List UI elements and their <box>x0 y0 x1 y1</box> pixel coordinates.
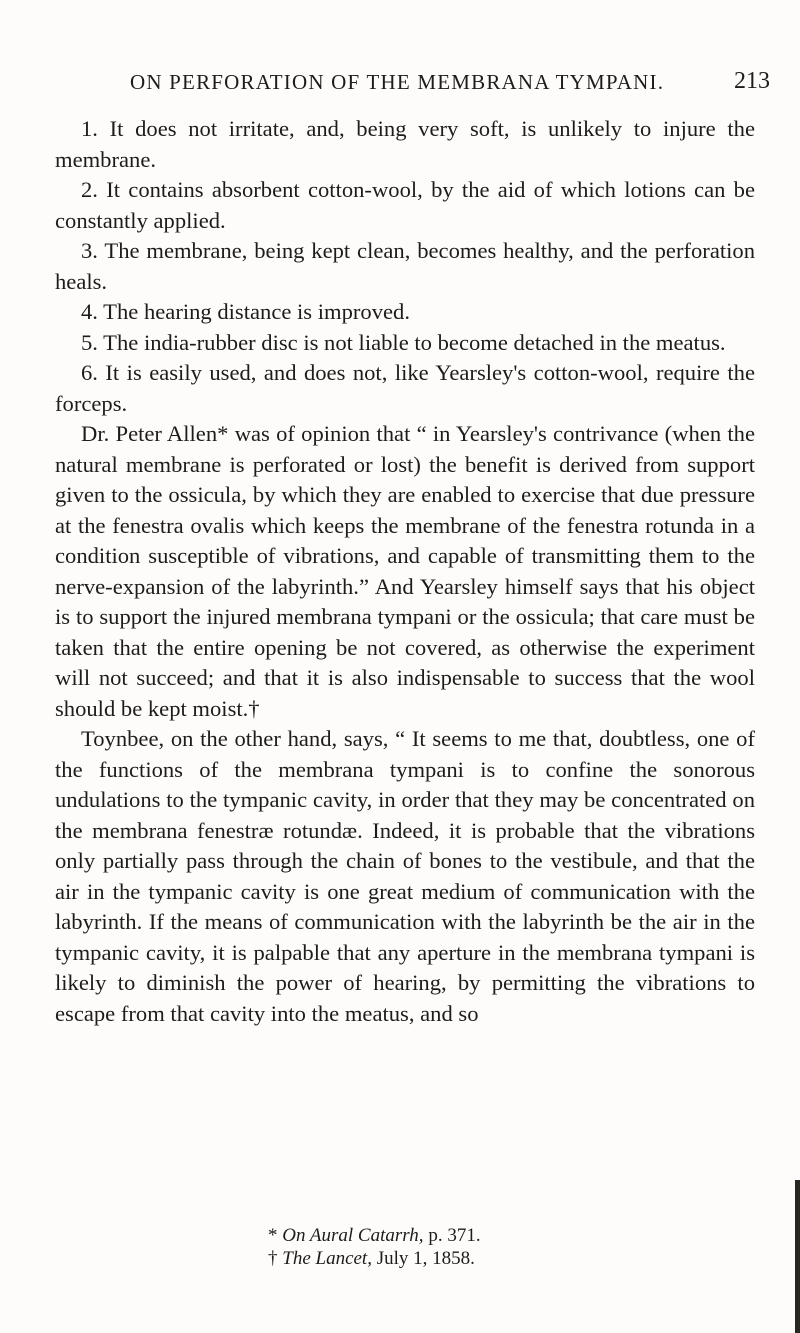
paragraph-allen: Dr. Peter Allen* was of opinion that “ in Yearsley's contrivance (when the natural membrane is perforated or lost) the benefit is derived from support given to the ossicula, by which they are enabled to exercise that due pressure at the fenestra ovalis which keeps the membrane of the fenestra rotunda in a condition susceptible of vibrations, and capable of transmitting them to the nerve-expansion of the labyrinth.” And Yearsley himself says that his object is to support the injured membrana tympani or the ossicula; that care must be taken that the entire opening be not covered, as otherwise the experiment will not succeed; and that it is also indispensable to success that the wool should be kept moist.† <box>55 421 755 721</box>
running-title: ON PERFORATION OF THE MEMBRANA TYMPANI. <box>130 70 665 94</box>
list-item-5: 5. The india-rubber disc is not liable to become detached in the meatus. <box>81 329 726 355</box>
footnote-1 <box>0 1224 800 1247</box>
list-item-6: 6. It is easily used, and does not, like Yearsley's cotton-wool, require the forceps. <box>55 360 755 416</box>
footnotes <box>0 1224 800 1270</box>
footnote-mark: * <box>268 1225 278 1246</box>
footnote-title: The Lancet, <box>282 1248 372 1269</box>
footnote-mark: † <box>268 1248 278 1269</box>
paragraph-toynbee: Toynbee, on the other hand, says, “ It seems to me that, doubtless, one of the functions of the membrana tympani is to confine the sonorous undulations to the tympanic cavity, in order that they may be concentrated on the membrana fenestræ rotundæ. Indeed, it is probable that the vibrations only partially pass through the chain of bones to the vestibule, and that the air in the tympanic cavity is one great medium of communication with the labyrinth. If the means of communication with the labyrinth be the air in the tympanic cavity, it is palpable that any aperture in the membrana tympani is likely to diminish the power of hearing, by permitting the vibrations to escape from that cavity into the meatus, and so <box>55 726 755 1026</box>
running-header <box>130 70 770 95</box>
footnote-reference: p. 371. <box>428 1225 481 1246</box>
footnote-reference: July 1, 1858. <box>376 1248 475 1269</box>
footnote-title: On Aural Catarrh, <box>282 1225 424 1246</box>
body-text <box>55 114 755 1029</box>
page-edge-shadow <box>795 1180 800 1333</box>
list-item-1: 1. It does not irritate, and, being very soft, is unlikely to injure the membrane. <box>55 116 755 172</box>
footnote-2 <box>0 1247 800 1270</box>
page-number: 213 <box>734 68 770 94</box>
list-item-3: 3. The membrane, being kept clean, becomes healthy, and the perforation heals. <box>55 238 755 294</box>
list-item-2: 2. It contains absorbent cotton-wool, by the aid of which lotions can be constantly applied. <box>55 177 755 233</box>
list-item-4: 4. The hearing distance is improved. <box>81 299 410 324</box>
